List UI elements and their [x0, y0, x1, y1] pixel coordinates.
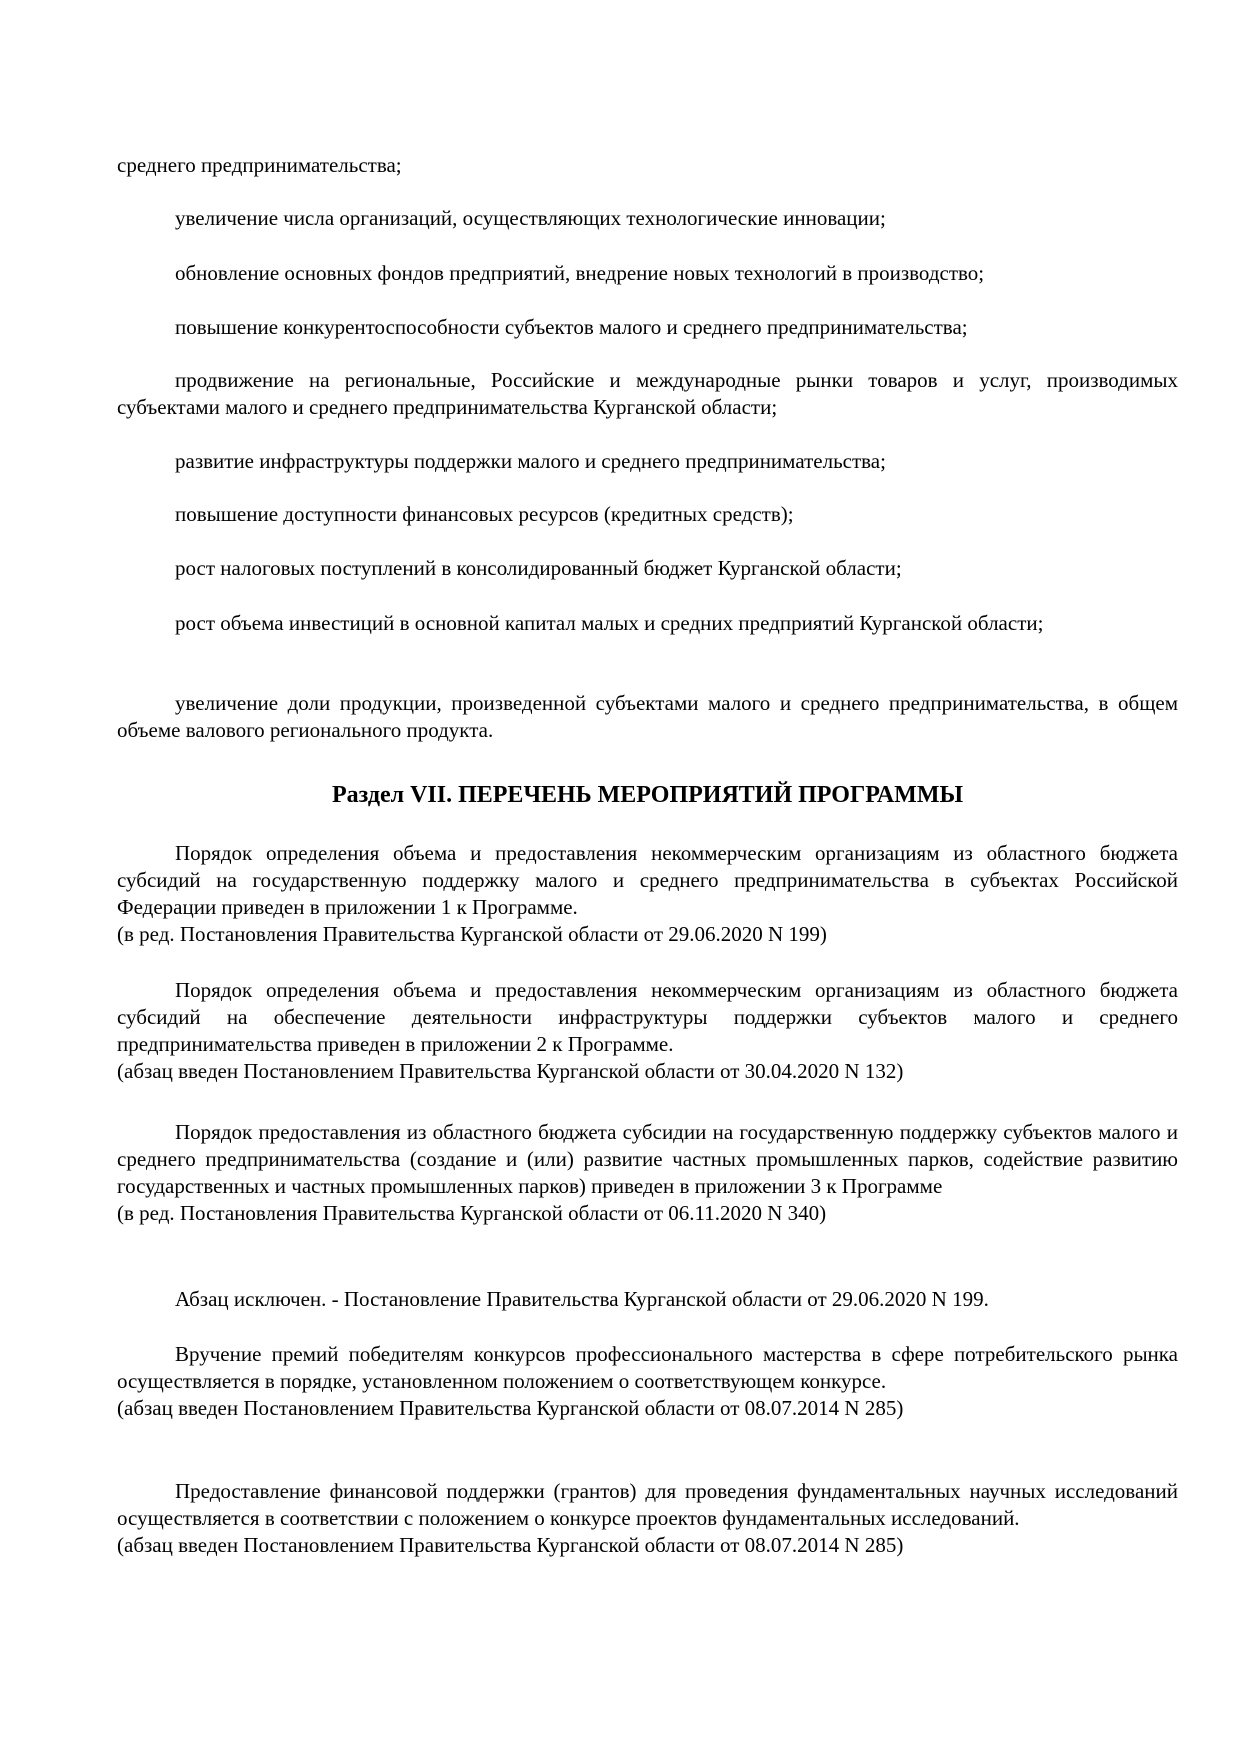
list-item: [117, 501, 1178, 528]
list-item: [117, 610, 1178, 637]
list-item-text: увеличение числа организаций, осуществляющих технологические инновации;: [175, 206, 886, 230]
paragraph: [117, 1119, 1178, 1227]
paragraph: [117, 977, 1178, 1085]
list-item-text: обновление основных фондов предприятий, внедрение новых технологий в производство;: [175, 261, 985, 285]
list-item: [117, 690, 1178, 744]
paragraph-text: Порядок предоставления из областного бюджета субсидии на государственную поддержку субъектов малого и среднего предпринимательства (создание и (или) развитие частных промышленных парков, содействие развитию государственных и частных промышленных парков) приведен в приложении 3 к Программе: [117, 1120, 1178, 1198]
list-item: [117, 314, 1178, 341]
list-item: [117, 448, 1178, 475]
amendment-note: (абзац введен Постановлением Правительства Курганской области от 08.07.2014 N 285): [117, 1533, 904, 1557]
list-item-text: развитие инфраструктуры поддержки малого и среднего предпринимательства;: [175, 449, 886, 473]
list-item-text: повышение доступности финансовых ресурсов (кредитных средств);: [175, 502, 794, 526]
paragraph: [117, 1341, 1178, 1422]
list-item-text: повышение конкурентоспособности субъектов малого и среднего предпринимательства;: [175, 315, 968, 339]
paragraph: [117, 840, 1178, 948]
list-item-text: увеличение доли продукции, произведенной субъектами малого и среднего предпринимательства, в общем объеме валового регионального продукта.: [117, 691, 1178, 742]
list-item-text: рост объема инвестиций в основной капитал малых и средних предприятий Курганской области;: [175, 611, 1044, 635]
paragraph-text: Предоставление финансовой поддержки (грантов) для проведения фундаментальных научных исследований осуществляется в соответствии с положением о конкурсе проектов фундаментальных исследований.: [117, 1479, 1178, 1530]
section-heading: Раздел VII. ПЕРЕЧЕНЬ МЕРОПРИЯТИЙ ПРОГРАММЫ: [331, 782, 964, 808]
list-item: [117, 367, 1178, 421]
list-item: [117, 555, 1178, 582]
paragraph-text: Абзац исключен. - Постановление Правительства Курганской области от 29.06.2020 N 199.: [175, 1287, 989, 1311]
list-item-text: продвижение на региональные, Российские и международные рынки товаров и услуг, производимых субъектами малого и среднего предпринимательства Курганской области;: [117, 368, 1178, 419]
list-item: [117, 260, 1178, 287]
list-item-text: среднего предпринимательства;: [117, 153, 402, 177]
paragraph: [117, 1478, 1178, 1559]
paragraph: [117, 1286, 1178, 1313]
paragraph-text: Порядок определения объема и предоставления некоммерческим организациям из областного бюджета субсидий на государственную поддержку малого и среднего предпринимательства в субъектах Российской Федерации приведен в приложении 1 к Программе.: [117, 841, 1178, 919]
amendment-note: (абзац введен Постановлением Правительства Курганской области от 08.07.2014 N 285): [117, 1396, 904, 1420]
amendment-note: (в ред. Постановления Правительства Курганской области от 29.06.2020 N 199): [117, 922, 827, 946]
amendment-note: (абзац введен Постановлением Правительства Курганской области от 30.04.2020 N 132): [117, 1059, 904, 1083]
amendment-note: (в ред. Постановления Правительства Курганской области от 06.11.2020 N 340): [117, 1201, 827, 1225]
paragraph-text: Вручение премий победителям конкурсов профессионального мастерства в сфере потребительского рынка осуществляется в порядке, установленном положением о соответствующем конкурсе.: [117, 1342, 1178, 1393]
paragraph-text: Порядок определения объема и предоставления некоммерческим организациям из областного бюджета субсидий на обеспечение деятельности инфраструктуры поддержки субъектов малого и среднего предпринимательства приведен в приложении 2 к Программе.: [117, 978, 1178, 1056]
list-item: [117, 152, 1178, 179]
list-item-text: рост налоговых поступлений в консолидированный бюджет Курганской области;: [175, 556, 902, 580]
list-item: [117, 205, 1178, 232]
